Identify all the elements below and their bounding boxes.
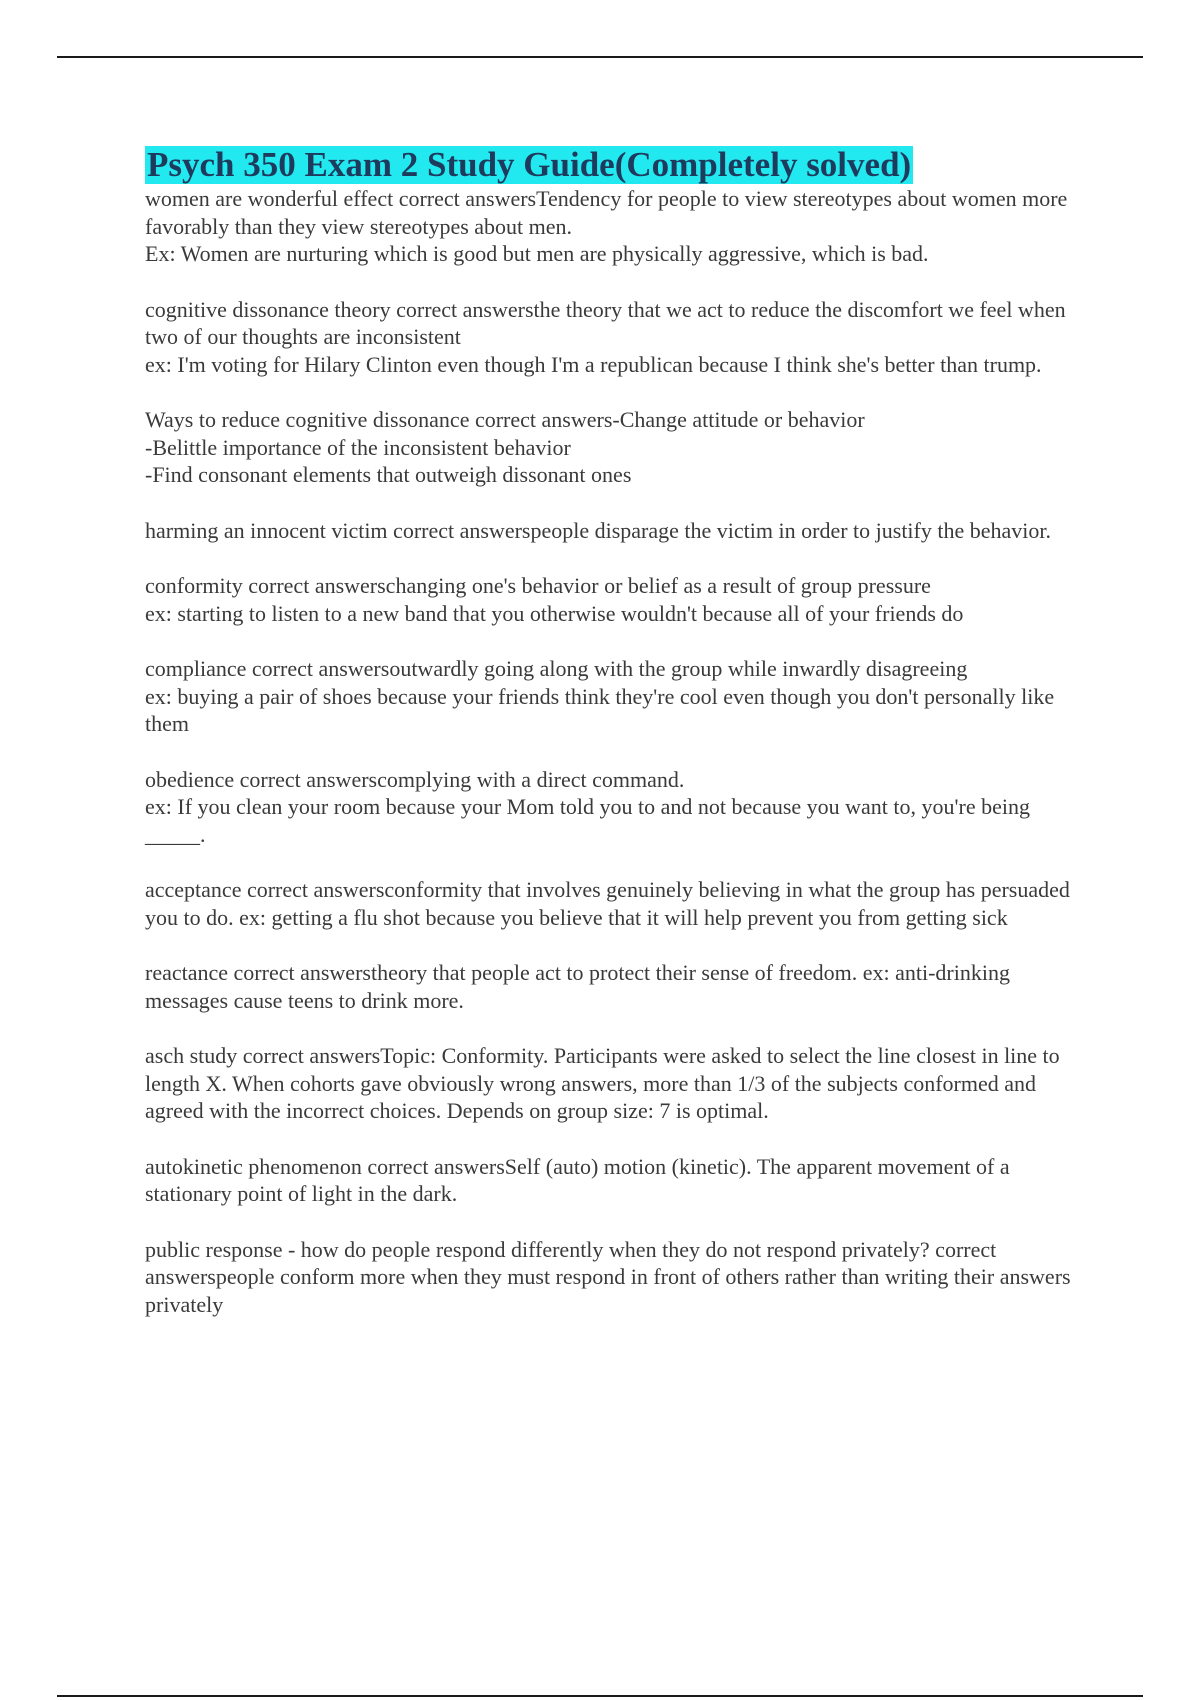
document-title: Psych 350 Exam 2 Study Guide(Completely solved)	[147, 145, 912, 184]
entry-asch-study: asch study correct answersTopic: Conformity. Participants were asked to select the line closest in line to length X. When cohorts gave obviously wrong answers, more than 1/3 of the subjects conformed and agreed with the incorrect choices. Depends on group size: 7 is optimal.	[145, 1043, 1060, 1123]
entry-autokinetic-phenomenon: autokinetic phenomenon correct answersSelf (auto) motion (kinetic). The apparent movement of a stationary point of light in the dark.	[145, 1153, 1010, 1206]
bottom-rule	[57, 1695, 1143, 1697]
entry-cognitive-dissonance-theory: cognitive dissonance theory correct answersthe theory that we act to reduce the discomfort we feel when two of our thoughts are inconsistent ex: I'm voting for Hilary Clinton even though I'm a republican because I think she's better than trump.	[145, 296, 1066, 377]
entry-obedience: obedience correct answerscomplying with a direct command. ex: If you clean your room because your Mom told you to and not because you want to, you're being _____.	[145, 766, 1030, 847]
entry-public-response: public response - how do people respond differently when they do not respond privately? correct answerspeople conform more when they must respond in front of others rather than writing their answers privately	[145, 1236, 1071, 1317]
entry-harming-innocent-victim: harming an innocent victim correct answerspeople disparage the victim in order to justify the behavior.	[145, 517, 1051, 543]
entry-women-are-wonderful: women are wonderful effect correct answersTendency for people to view stereotypes about women more favorably than they view stereotypes about men. Ex: Women are nurturing which is good but men are physically aggressive, which is bad.	[145, 186, 1068, 266]
entry-acceptance: acceptance correct answersconformity that involves genuinely believing in what the group has persuaded you to do. ex: getting a flu shot because you believe that it will help prevent you from getting sick	[145, 877, 1070, 930]
entry-reduce-cognitive-dissonance: Ways to reduce cognitive dissonance correct answers-Change attitude or behavior -Belittle importance of the inconsistent behavior -Find consonant elements that outweigh dissonant ones	[145, 407, 865, 487]
entry-reactance: reactance correct answerstheory that people act to protect their sense of freedom. ex: anti-drinking messages cause teens to drink more.	[145, 960, 1010, 1013]
top-rule	[57, 56, 1143, 58]
entry-compliance: compliance correct answersoutwardly going along with the group while inwardly disagreeing ex: buying a pair of shoes because your friends think they're cool even though you don't personally like them	[145, 656, 1055, 736]
entries-list	[145, 185, 1095, 1318]
document-body	[145, 146, 1095, 1346]
entry-conformity: conformity correct answerschanging one's behavior or belief as a result of group pressure ex: starting to listen to a new band that you otherwise wouldn't because all of your friends do	[145, 573, 964, 626]
